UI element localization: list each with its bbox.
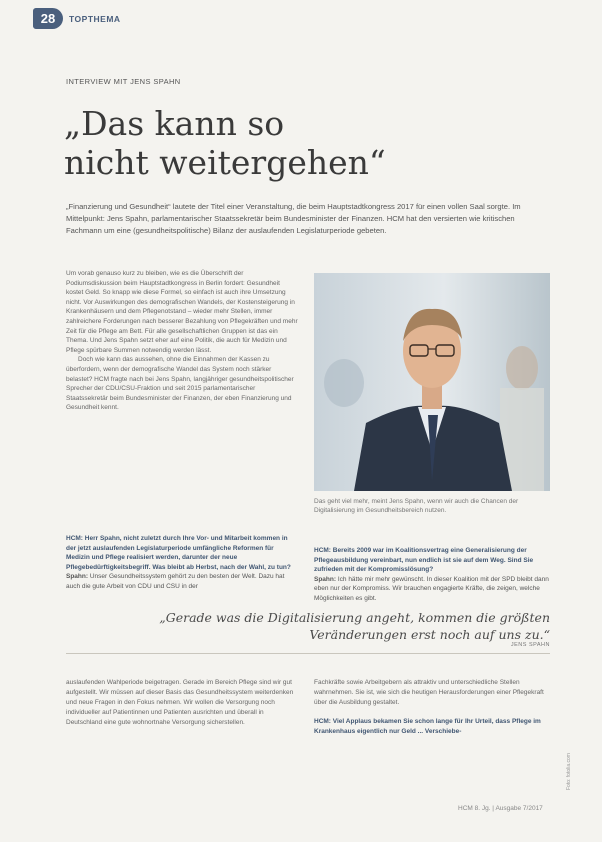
page-footer: HCM 8. Jg. | Ausgabe 7/2017 bbox=[458, 805, 543, 812]
photo-credit: Foto: fotolia.com bbox=[566, 753, 572, 790]
pull-quote-rule bbox=[66, 653, 550, 654]
body-continuation-right bbox=[314, 678, 550, 746]
body-paragraph-2: Doch wie kann das aussehen, ohne die Einnahmen der Kassen zu überfordern, wenn der demografische Wandel das System noch stärker belastet? HCM fragte nach bei Jens Spahn, langjähriger gesundheitspolitischer Sprecher der CDU/CSU-Fraktion und seit 2015 parlamentarischer Staatssekretär beim Bundesminister der Finanzen, der eben Finanzierung und Gesundheit kennt. bbox=[66, 356, 294, 412]
interview-question-2: HCM: Bereits 2009 war im Koalitionsvertrag eine Generalisierung der Pflegeausbildung vereinbart, nun endlich ist sie auf dem Weg. Sind Sie zufrieden mit der Kompromisslösung? bbox=[314, 547, 534, 574]
answer-2-text: Ich hätte mir mehr gewünscht. In dieser Koalition mit der SPD bleibt dann eben nur der Kompromiss. Wir brauchen engagierte Kräfte, die zeigen, welche Möglichkeiten es gibt. bbox=[314, 575, 549, 602]
body-paragraph-1: Um vorab genauso kurz zu bleiben, wie es die Überschrift der Podiumsdiskussion beim Hauptstadtkongress in Berlin fordert: Gesundheit kostet Geld. So knapp wie diese Formel, so einfach ist auch ihre Umsetzung nicht. Vor Auswirkungen des demografischen Wandels, der Kostensteigerung in Krankenhäusern und dem Pflegenotstand – wieder mehr Stellen, immer zahlreichere Forderungen nach besserer Bezahlung von Pflegekräften und mehr Zeit für die Pflege am Bett. Für alle gesellschaftlichen Gruppen ist das ein Thema. Und Jens Spahn setzt eher auf eine Politik, die auch für Medizin und Pflege spürbare Summen notwendig werden lässt. bbox=[66, 270, 298, 354]
interview-question-3: HCM: Viel Applaus bekamen Sie schon lange für Ihr Urteil, dass Pflege im Krankenhaus eigentlich nur Geld ... Verschiebe- bbox=[314, 718, 541, 735]
interview-answer-2 bbox=[314, 575, 550, 604]
body-continuation-right-paragraph: Fachkräfte sowie Arbeitgebern als attraktiv und unterschiedliche Stellen wahrnehmen. Sie ist, wie sich die heutigen Herausforderungen einer Pflegekraft über die Ausbildung gestaltet. bbox=[314, 679, 544, 706]
section-label: TOPTHEMA bbox=[69, 14, 121, 24]
pull-quote: „Gerade was die Digitalisierung angeht, kommen die größten Veränderungen erst noch auf uns zu.“ bbox=[159, 610, 550, 642]
photo-caption: Das geht viel mehr, meint Jens Spahn, wenn wir auch die Chancen der Digitalisierung im Gesundheitsbereich nutzen. bbox=[314, 498, 519, 514]
article-lead: „Finanzierung und Gesundheit“ lautete der Titel einer Veranstaltung, die beim Hauptstadtkongress 2017 für einen vollen Saal sorgte. Im Mittelpunkt: Jens Spahn, parlamentarischer Staatssekretär beim Bundesminister der Finanzen. HCM hat den versierten wie kritischen Fachmann um eine (gesundheitspolitische) Bilanz der auslaufenden Legislaturperiode gebeten. bbox=[66, 202, 521, 235]
answer-1-text: Unser Gesundheitssystem gehört zu den besten der Welt. Dazu hat auch die gute Arbeit von CDU und CSU in der bbox=[66, 573, 285, 590]
headline-line-1: „Das kann so bbox=[64, 104, 285, 143]
interview-answer-1 bbox=[66, 572, 298, 591]
interview-question-2-block bbox=[314, 546, 550, 604]
body-continuation-left: auslaufenden Wahlperiode beigetragen. Gerade im Bereich Pflege sind wir gut aufgestellt. Wir müssen auf dieser Basis das Gesundheitssystem weiterdenken und neue Fragen in den Fokus nehmen. Wir wollen die Versorgung noch individueller auf Patientinnen und Patienten ausrichten und überall in Deutschland eine gute wohnortnahe Versorgung sicherstellen. bbox=[66, 679, 294, 726]
article-headline bbox=[64, 104, 386, 182]
portrait-photo bbox=[314, 273, 550, 491]
answer-2-speaker: Spahn: bbox=[314, 575, 337, 583]
interview-question-1: HCM: Herr Spahn, nicht zuletzt durch Ihre Vor- und Mitarbeit kommen in der jetzt auslaufenden Legislaturperiode umfängliche Reformen für Medizin und Pflege realisiert werden, darunter der neue Pflegebedürftigkeitsbegriff. Was bleibt ab Herbst, nach der Wahl, zu tun? bbox=[66, 535, 291, 571]
answer-1-speaker: Spahn: bbox=[66, 573, 89, 581]
headline-line-2: nicht weitergehen“ bbox=[64, 143, 386, 182]
article-body-intro bbox=[66, 269, 298, 413]
pull-quote-author: JENS SPAHN bbox=[510, 642, 550, 648]
article-kicker: INTERVIEW MIT JENS SPAHN bbox=[66, 77, 181, 86]
page-number-badge: 28 bbox=[33, 8, 63, 29]
interview-question-1-block bbox=[66, 534, 298, 592]
